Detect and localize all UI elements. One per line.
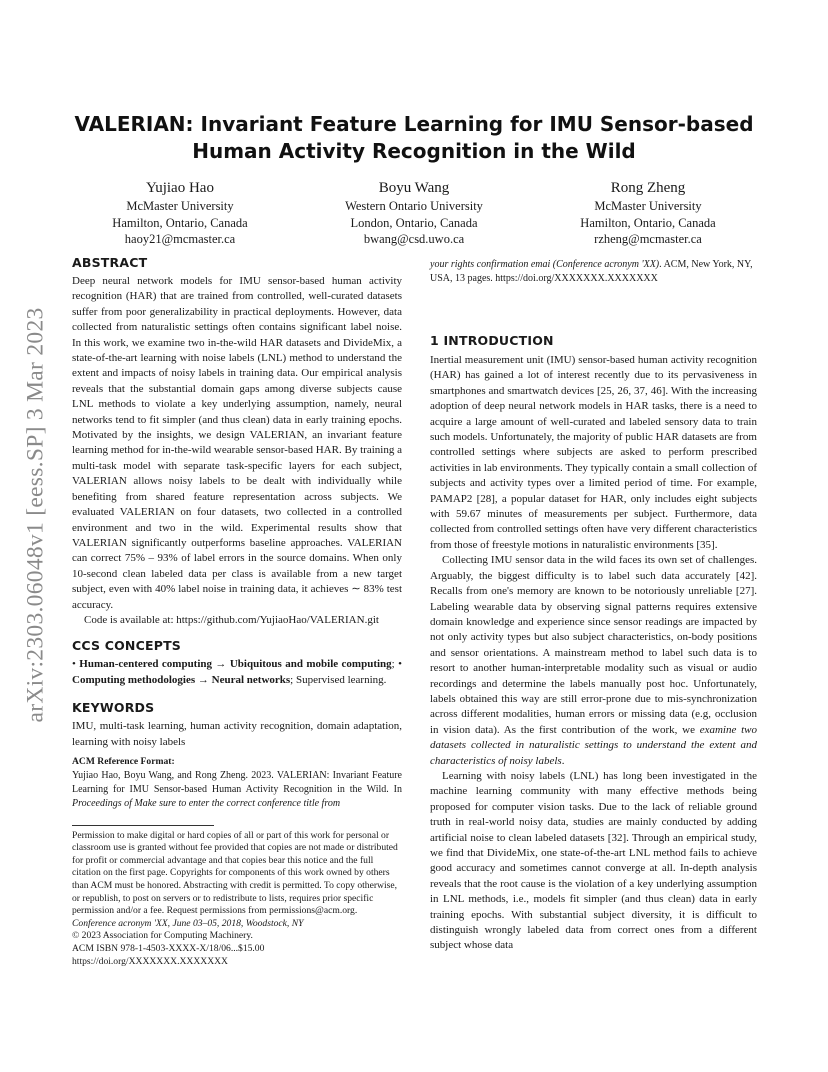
intro-p2-contribution: examine two datasets collected in naturalistic settings to understand the extent and characteristics of noisy labels (430, 723, 758, 767)
author-2 (294, 178, 534, 248)
author-location: Hamilton, Ontario, Canada (112, 215, 248, 230)
arxiv-identifier: arXiv:2303.06048v1 [eess.SP] 3 Mar 2023 (22, 307, 49, 723)
author-email: haoy21@mcmaster.ca (124, 232, 236, 246)
author-location: London, Ontario, Canada (350, 215, 478, 230)
title-line-2: Human Activity Recognition in the Wild (192, 139, 636, 163)
ccs-concept-1: Human-centered computing → Ubiquitous and mobile computing (79, 658, 392, 671)
author-3 (528, 178, 768, 248)
acm-ref-tail: . ACM, New York, NY, USA, 13 pages. https://doi.org/XXXXXXX.XXXXXXX (430, 259, 753, 284)
ccs-tail: ; Supervised learning. (290, 673, 387, 686)
footnote-rule (72, 825, 214, 826)
author-affiliation: Western Ontario University (345, 199, 483, 213)
ccs-bullet: • (72, 658, 80, 671)
keywords-heading: KEYWORDS (72, 700, 155, 716)
author-email: rzheng@mcmaster.ca (594, 232, 702, 246)
isbn-line: ACM ISBN 978-1-4503-XXXX-X/18/06...$15.00 (72, 942, 265, 954)
acm-ref-text (72, 769, 402, 811)
left-column (72, 255, 402, 968)
intro-paragraph-3: Learning with noisy labels (LNL) has long been investigated in the machine learning community with many effective methods being proposed for computer vision tasks. Due to the lack of reliable ground truth in real-world noisy data, studies are mainly conducted by adding artificial noise to clean labeled datasets [32]. Through an empirical study, we find that DivideMix, one state-of-the-art LNL method fails to achieve good accuracy and sometimes cannot converge at all. In-depth analysis reveals that the root cause is the violation of a key underlying assumption in LNL methods, i.e., models fit simpler (and thus clean) data in early training epochs. With substantial subject diversity, it is difficult to distinguish wrongly labeled data from correct ones from a different subject whose data (430, 769, 757, 952)
keywords-text: IMU, multi-task learning, human activity recognition, domain adaptation, learning with noisy labels (72, 720, 402, 748)
author-name: Rong Zheng (610, 180, 686, 196)
acm-ref-continued (430, 258, 757, 286)
author-1 (60, 178, 300, 248)
author-affiliation: McMaster University (594, 199, 702, 213)
author-name: Yujiao Hao (146, 180, 214, 196)
ccs-concept-2: Computing methodologies → Neural networks (72, 673, 291, 686)
ccs-bullet: • (398, 658, 402, 671)
arxiv-sidebar (16, 290, 56, 740)
acm-ref-heading: ACM Reference Format: (72, 755, 175, 767)
intro-p2-body: Collecting IMU sensor data in the wild faces its own set of challenges. Arguably, the biggest difficulty is to label such data accurately [42]. Recalls from one's memory are known to be notoriously unreliable [27]. Labeling wearable data by observing signal patterns requires extensive domain knowledge and experience since sensor readings are impacted by not only activity types but also subject characteristics, on-body positions and sensor orientations. A mainstream method to label such data is to resort to another human-interpretable modality such as visual or audio recordings and determine the labels manually post hoc. Unfortunately, labels obtained this way are still error-prone due to mis-synchronization across different modalities, human errors or missing data (e.g, occlusion in vision data). As the first contribution of the work, we (430, 554, 757, 736)
author-block (60, 178, 768, 248)
author-email: bwang@csd.uwo.ca (363, 232, 465, 246)
acm-ref-body: Yujiao Hao, Boyu Wang, and Rong Zheng. 2023. VALERIAN: Invariant Feature Learning for IMU Sensor-based Human Activity Recognition in the Wild. In (72, 769, 402, 795)
author-name: Boyu Wang (378, 180, 450, 196)
intro-p2-end: . (561, 754, 565, 767)
copyright-line: © 2023 Association for Computing Machinery. (72, 930, 253, 942)
intro-paragraph-2 (430, 553, 757, 769)
right-column (430, 255, 757, 954)
author-affiliation: McMaster University (126, 199, 234, 213)
abstract-text: Deep neural network models for IMU sensor-based human activity recognition (HAR) that are trained from controlled, well-curated datasets suffer from poor generalizability in practical deployments. However, data collected from naturalistic settings often contains significant label noise. In this work, we examine two in-the-wild HAR datasets and DivideMix, a state-of-the-art learning with noise labels (LNL) method to understand the extent and impacts of noisy labels in training data. Our empirical analysis reveals that the substantial domain gaps among diverse subjects cause LNL methods to violate a key underlying assumption, namely, neural networks tend to fit simpler (and thus clean) data in early training epochs. Motivated by the insights, we design VALERIAN, an invariant feature learning method for in-the-wild wearable sensor-based HAR. By training a multi-task model with separate task-specific layers for each subject, VALERIAN allows noisy labels to be dealt with individually while benefiting from shared feature representation across subjects. We evaluated VALERIAN on four datasets, two collected in a controlled environment and two in the wild. Experimental results show that VALERIAN significantly outperforms baseline approaches. VALERIAN can correct 75% – 93% of label errors in the source domains. When only 10-second clean labeled data per class is available from a new target subject, even with 40% label noise in training data, it achieves ∼ 83% test accuracy. (72, 275, 402, 611)
conference-line: Conference acronym 'XX, June 03–05, 2018, Woodstock, NY (72, 917, 304, 929)
ccs-separator: ; (391, 658, 399, 671)
doi-link[interactable]: https://doi.org/XXXXXXX.XXXXXXX (72, 955, 228, 967)
abstract-heading: ABSTRACT (72, 255, 148, 270)
ccs-concepts (72, 657, 402, 688)
author-location: Hamilton, Ontario, Canada (580, 215, 716, 230)
permission-notice: Permission to make digital or hard copies of all or part of this work for personal or classroom use is granted without fee provided that copies are not made or distributed for profit or commercial advantage and that copies bear this notice and the full citation on the first page. Copyrights for components of this work owned by others than ACM must be honored. Abstracting with credit is permitted. To copy otherwise, or republish, to post on servers or to redistribute to lists, requires prior specific permission and/or a fee. Request permissions from permissions@acm.org. (72, 829, 398, 917)
code-link[interactable]: Code is available at: https://github.com/YujiaoHao/VALERIAN.git (84, 613, 379, 626)
title-line-1: VALERIAN: Invariant Feature Learning for IMU Sensor-based (74, 112, 754, 136)
ccs-heading: CCS CONCEPTS (72, 638, 181, 654)
acm-ref-conference: your rights confirmation emai (Conference acronym 'XX) (430, 259, 660, 270)
intro-paragraph-1: Inertial measurement unit (IMU) sensor-based human activity recognition (HAR) has gained a lot of interest recently due to its pervasiveness in smartphones and smartwatch devices [25, 26, 37, 46]. With the increasing adoption of deep neural network models in HAR tasks, there is a need to acquire a large amount of well-curated and labeled sensory data to train such models. Unfortunately, the majority of public HAR datasets are from controlled settings where subjects are asked to perform prescribed activities in lab environments. They typically contain a small collection of subjects and activity types over a limited period of time. For example, PAMAP2 [28], a popular dataset for HAR, only includes eight subjects with 59.67 minutes of measurements per subject. Furthermore, data collected from controlled settings often have very different characteristics from those of freestyle motions in naturalistic environments [35]. (430, 354, 757, 551)
introduction-heading: 1 INTRODUCTION (430, 333, 554, 348)
acm-ref-proceedings: Proceedings of Make sure to enter the correct conference title from (72, 797, 341, 809)
paper-title (60, 111, 768, 165)
